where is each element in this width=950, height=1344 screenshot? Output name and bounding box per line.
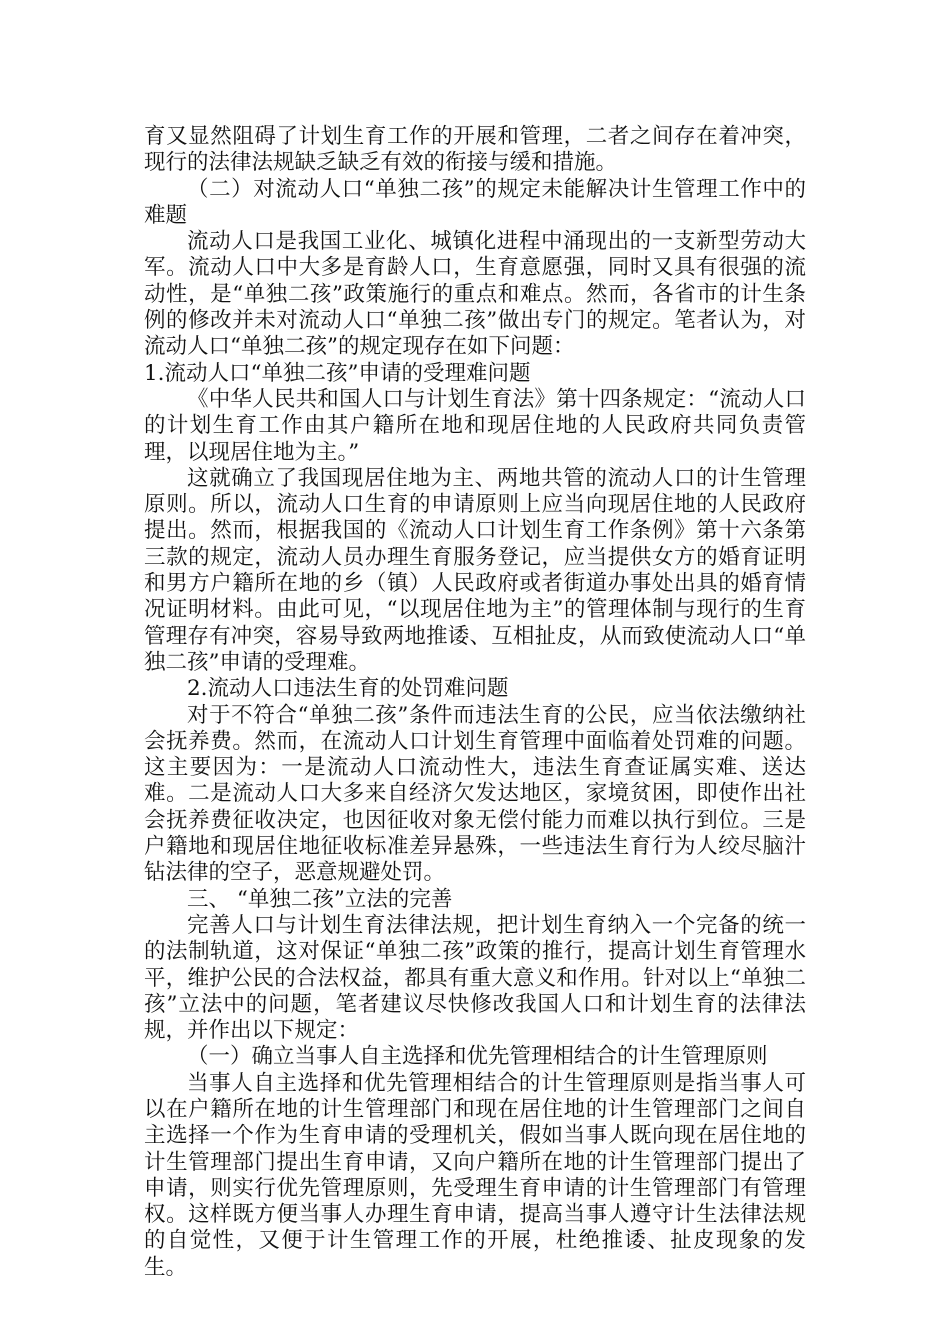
paragraph: 《中华人民共和国人口与计划生育法》第十四条规定：“流动人口的计划生育工作由其户籍所在地和现居住地的人民政府共同负责管理，以现居住地为主。” xyxy=(144,386,806,465)
section-heading-3: 三、 “单独二孩”立法的完善 xyxy=(187,886,453,912)
subsection-heading-1: 1.流动人口“单独二孩”申请的受理难问题 xyxy=(144,360,531,386)
paragraph-continuation: 育又显然阻碍了计划生育工作的开展和管理，二者之间存在着冲突，现行的法律法规缺乏缺乏有效的衔接与缓和措施。 xyxy=(144,124,806,176)
paragraph: 这就确立了我国现居住地为主、两地共管的流动人口的计生管理原则。所以，流动人口生育的申请原则上应当向现居住地的人民政府提出。然而，根据我国的《流动人口计划生育工作条例》第十六条第三款的规定，流动人员办理生育服务登记，应当提供女方的婚育证明和男方户籍所在地的乡（镇）人民政府或者街道办事处出具的婚育情况证明材料。由此可见，“以现居住地为主”的管理体制与现行的生育管理存有冲突，容易导致两地推诿、互相扯皮，从而致使流动人口“单独二孩”申请的受理难。 xyxy=(144,465,806,675)
subsection-heading-2: 2.流动人口违法生育的处罚难问题 xyxy=(187,676,509,702)
paragraph: 当事人自主选择和优先管理相结合的计生管理原则是指当事人可以在户籍所在地的计生管理部门和现在居住地的计生管理部门之间自主选择一个作为生育申请的受理机关，假如当事人既向现在居住地的计生管理部门提出生育申请，又向户籍所在地的计生管理部门提出了申请，则实行优先管理原则，先受理生育申请的计生管理部门有管理权。这样既方便当事人办理生育申请，提高当事人遵守计生法律法规的自觉性，又便于计生管理工作的开展，杜绝推诿、扯皮现象的发生。 xyxy=(144,1070,806,1280)
paragraph: 完善人口与计划生育法律法规，把计划生育纳入一个完备的统一的法制轨道，这对保证“单独二孩”政策的推行，提高计划生育管理水平，维护公民的合法权益，都具有重大意义和作用。针对以上“单独二孩”立法中的问题，笔者建议尽快修改我国人口和计划生育的法律法规，并作出以下规定： xyxy=(144,912,806,1044)
paragraph: 对于不符合“单独二孩”条件而违法生育的公民，应当依法缴纳社会抚养费。然而，在流动人口计划生育管理中面临着处罚难的问题。这主要因为：一是流动人口流动性大，违法生育查证属实难、送达难。二是流动人口大多来自经济欠发达地区，家境贫困，即使作出社会抚养费征收决定，也因征收对象无偿付能力而难以执行到位。三是户籍地和现居住地征收标准差异悬殊，一些违法生育行为人绞尽脑汁钻法律的空子，恶意规避处罚。 xyxy=(144,702,806,886)
paragraph: 流动人口是我国工业化、城镇化进程中涌现出的一支新型劳动大军。流动人口中大多是育龄人口，生育意愿强，同时又具有很强的流动性，是“单独二孩”政策施行的重点和难点。然而，各省市的计生条例的修改并未对流动人口“单独二孩”做出专门的规定。笔者认为，对流动人口“单独二孩”的规定现存在如下问题： xyxy=(144,229,806,360)
document-body xyxy=(144,124,806,1281)
section-heading-2-2: （二）对流动人口“单独二孩”的规定未能解决计生管理工作中的难题 xyxy=(144,176,806,228)
section-heading-3-1: （一）确立当事人自主选择和优先管理相结合的计生管理原则 xyxy=(187,1044,768,1070)
